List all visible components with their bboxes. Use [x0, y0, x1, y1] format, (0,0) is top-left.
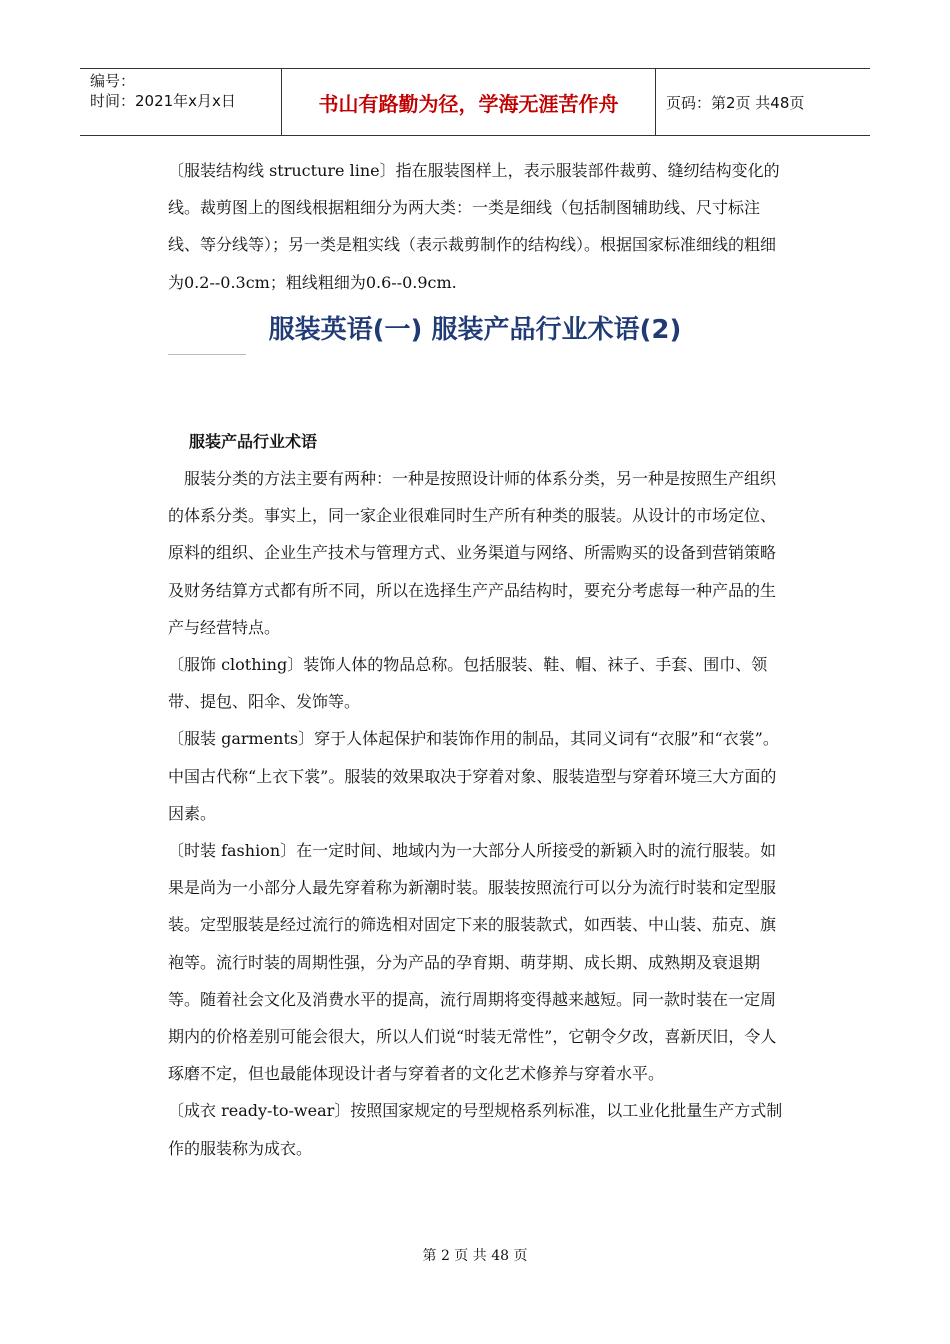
header-page-info: 页码：第2页 共48页 [666, 93, 805, 112]
paragraph-ready-to-wear: 〔成衣 ready-to-wear〕按照国家规定的号型规格系列标准，以工业化批量生产方式制作的服装称为成衣。 [168, 1101, 783, 1158]
body-section [168, 460, 783, 1167]
header-meta [80, 69, 282, 135]
intro-section [168, 152, 783, 301]
title-divider [168, 354, 246, 355]
paragraph-clothing: 〔服饰 clothing〕装饰人体的物品总称。包括服装、鞋、帽、袜子、手套、围巾、领带、提包、阳伞、发饰等。 [168, 655, 768, 712]
section-heading: 服装产品行业术语 [189, 432, 318, 451]
page-footer: 第 2 页 共 48 页 [422, 1248, 528, 1264]
document-number-label: 编号： [90, 72, 136, 90]
paragraph-fashion: 〔时装 fashion〕在一定时间、地域内为一大部分人所接受的新颖入时的流行服装。如果是尚为一小部分人最先穿着称为新潮时装。服装按照流行可以分为流行时装和定型服装。定型服装是经过流行的筛选相对固定下来的服装款式，如西装、中山装、茄克、旗袍等。流行时装的周期性强，分为产品的孕育期、萌芽期、成长期、成熟期及衰退期等。随着社会文化及消费水平的提高，流行周期将变得越来越短。同一款时装在一定周期内的价格差别可能会很大，所以人们说“时装无常性”，它朝令夕改，喜新厌旧，令人琢磨不定，但也最能体现设计者与穿着者的文化艺术修养与穿着水平。 [168, 841, 777, 1084]
intro-paragraph: 〔服装结构线 structure line〕指在服装图样上，表示服装部件裁剪、缝纫结构变化的线。裁剪图上的图线根据粗细分为两大类：一类是细线（包括制图辅助线、尺寸标注线、等分线等）；另一类是粗实线（表示裁剪制作的结构线）。根据国家标准细线的粗细为0.2--0.3cm；粗线粗细为0.6--0.9cm. [168, 161, 780, 292]
page-header [80, 68, 870, 136]
document-date: 时间：2021年x月x日 [90, 92, 236, 110]
page-title: 服装英语(一) 服装产品行业术语(2) [268, 315, 682, 345]
header-motto: 书山有路勤为径，学海无涯苦作舟 [282, 69, 656, 135]
paragraph-garments: 〔服装 garments〕穿于人体起保护和装饰作用的制品，其同义词有“衣服”和“衣裳”。中国古代称“上衣下裳”。服装的效果取决于穿着对象、服装造型与穿着环境三大方面的因素。 [168, 729, 779, 823]
paragraph-classification: 服装分类的方法主要有两种：一种是按照设计师的体系分类，另一种是按照生产组织的体系分类。事实上，同一家企业很难同时生产所有种类的服装。从设计的市场定位、原料的组织、企业生产技术与管理方式、业务渠道与网络、所需购买的设备到营销策略及财务结算方式都有所不同，所以在选择生产产品结构时，要充分考虑每一种产品的生产与经营特点。 [168, 469, 777, 637]
